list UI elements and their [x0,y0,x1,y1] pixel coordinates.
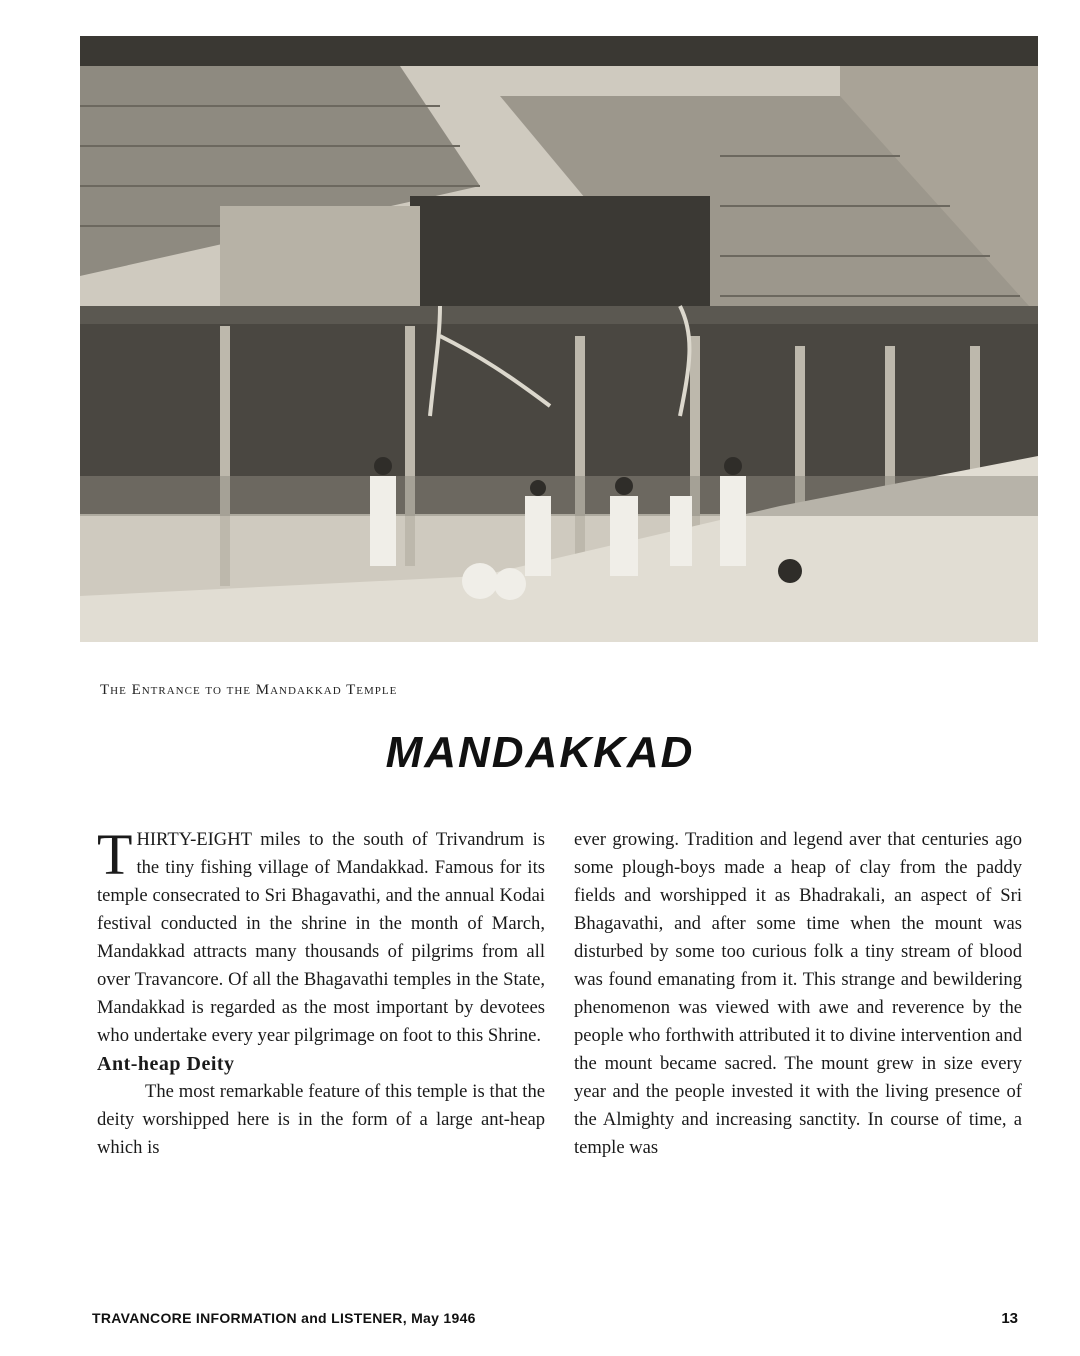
drop-cap: T [97,822,133,887]
paragraph-tradition: ever growing. Tradition and legend aver that centuries ago some plough-boys made a heap of clay from the paddy fields and worshipped it as Bhadrakali, an aspect of Sri Bhagavathi, and after some time when the mount was disturbed by some too curious folk a tiny stream of blood was found emanating from it. This strange and bewildering phenomenon was viewed with awe and reverence by the people who forthwith attributed it to divine intervention and the mount became sacred. The mount grew in size every year and the people invested it with the living presence of the Almighty and increasing sanctity. In course of time, a temple was [574,829,1022,1158]
article-column-left [97,822,545,1162]
article-title: MANDAKKAD [385,728,695,777]
footer-publication: TRAVANCORE INFORMATION and LISTENER, May 1946 [92,1310,476,1326]
temple-photo [80,36,1038,642]
paragraph-feature: The most remarkable feature of this temple is that the deity worshipped here is in the form of a large ant-heap which is [97,1081,545,1158]
paragraph-intro-text: HIRTY-EIGHT miles to the south of Trivandrum is the tiny fishing village of Mandakkad. Famous for its temple consecrated to Sri Bhagavathi, and the annual Kodai festival conducted in the shrine in the month of March, Mandakkad attracts many thousands of pilgrims from all over Travancore. Of all the Bhagavathi temples in the State, Mandakkad is regarded as the most important by devotees who undertake every year pilgrimage on foot to this Shrine. [97,829,545,1046]
temple-photo-illustration [80,36,1038,642]
page-number: 13 [1001,1310,1018,1327]
photo-caption: The Entrance to the Mandakkad Temple [100,682,398,698]
paragraph-intro [97,822,545,1050]
article-column-right [574,826,1022,1162]
subheading-ant-heap-deity: Ant-heap Deity [97,1053,235,1075]
